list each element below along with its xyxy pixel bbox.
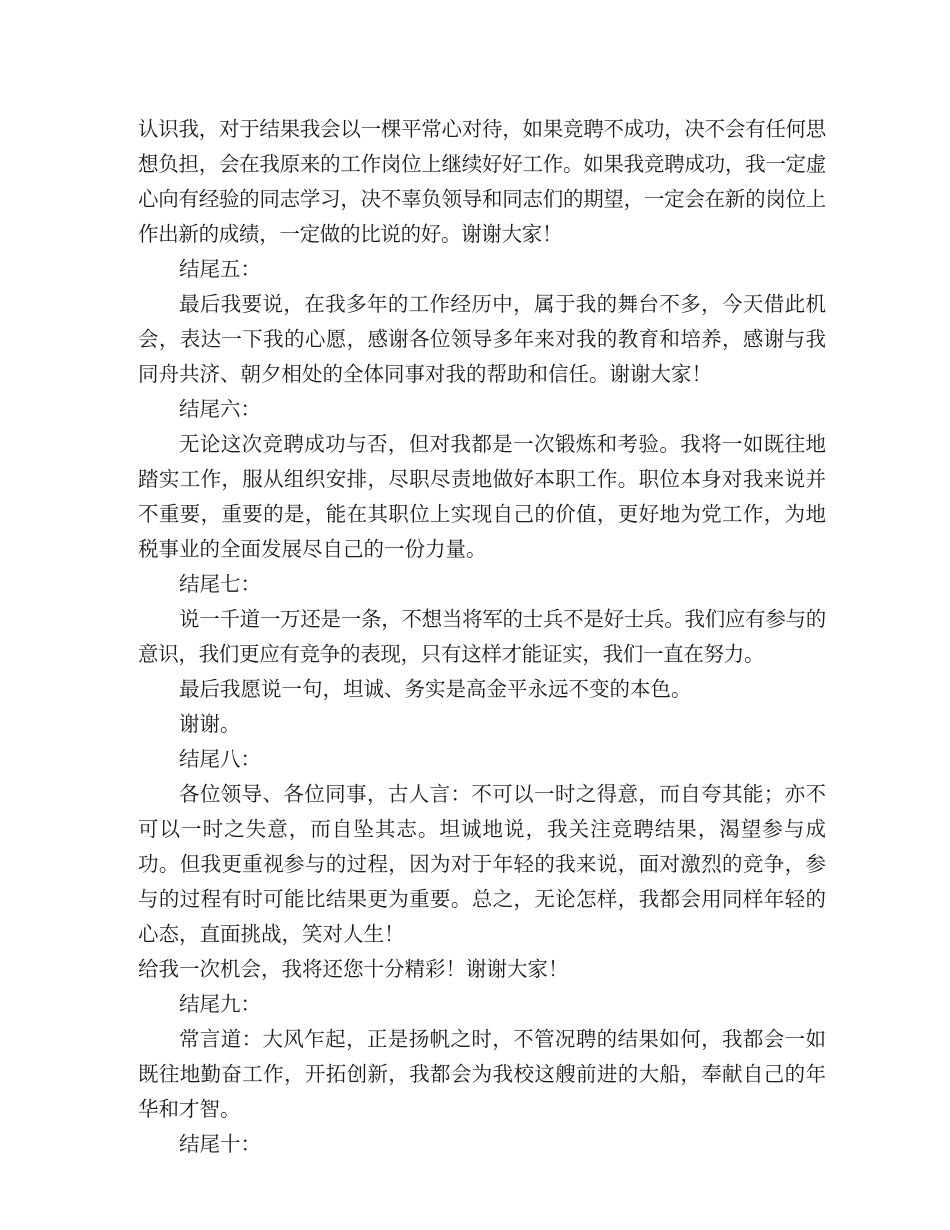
paragraph-ending-7c: 谢谢。 <box>179 712 241 736</box>
heading-ending-6: 结尾六： <box>179 397 261 421</box>
document-body <box>138 112 826 1162</box>
heading-ending-8: 结尾八： <box>179 747 261 771</box>
paragraph-continued: 认识我，对于结果我会以一棵平常心对待，如果竞聘不成功，决不会有任何思想负担，会在我原来的工作岗位上继续好好工作。如果我竞聘成功，我一定虚心向有经验的同志学习，决不辜负领导和同志们的期望，一定会在新的岗位上作出新的成绩，一定做的比说的好。谢谢大家！ <box>138 117 826 246</box>
paragraph-ending-6: 无论这次竞聘成功与否，但对我都是一次锻炼和考验。我将一如既往地踏实工作，服从组织安排，尽职尽责地做好本职工作。职位本身对我来说并不重要，重要的是，能在其职位上实现自己的价值，更好地为党工作，为地税事业的全面发展尽自己的一份力量。 <box>138 432 826 561</box>
heading-ending-7: 结尾七： <box>179 572 261 596</box>
paragraph-ending-7b: 最后我愿说一句，坦诚、务实是高金平永远不变的本色。 <box>179 677 692 701</box>
heading-ending-5: 结尾五： <box>179 257 261 281</box>
heading-ending-10: 结尾十： <box>179 1132 261 1156</box>
paragraph-ending-8b: 给我一次机会，我将还您十分精彩！谢谢大家！ <box>138 957 569 981</box>
heading-ending-9: 结尾九： <box>179 992 261 1016</box>
paragraph-ending-8a: 各位领导、各位同事，古人言：不可以一时之得意，而自夸其能；亦不可以一时之失意，而自坠其志。坦诚地说，我关注竞聘结果，渴望参与成功。但我更重视参与的过程，因为对于年轻的我来说，面对激烈的竞争，参与的过程有时可能比结果更为重要。总之，无论怎样，我都会用同样年轻的心态，直面挑战，笑对人生！ <box>138 782 826 946</box>
paragraph-ending-9: 常言道：大风乍起，正是扬帆之时，不管况聘的结果如何，我都会一如既往地勤奋工作，开拓创新，我都会为我校这艘前进的大船，奉献自己的年华和才智。 <box>138 1027 826 1121</box>
paragraph-ending-7a: 说一千道一万还是一条，不想当将军的士兵不是好士兵。我们应有参与的意识，我们更应有竞争的表现，只有这样才能证实，我们一直在努力。 <box>138 607 826 666</box>
paragraph-ending-5: 最后我要说，在我多年的工作经历中，属于我的舞台不多，今天借此机会，表达一下我的心愿，感谢各位领导多年来对我的教育和培养，感谢与我同舟共济、朝夕相处的全体同事对我的帮助和信任。谢谢大家！ <box>138 292 826 386</box>
